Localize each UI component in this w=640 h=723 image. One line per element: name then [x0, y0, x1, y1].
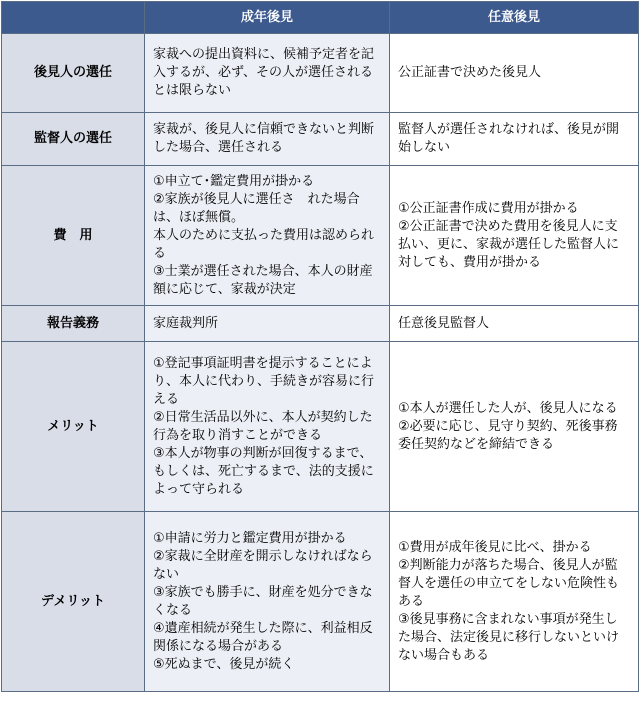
table-row	[2, 306, 639, 342]
table-row	[2, 113, 639, 166]
guardianship-comparison-table	[1, 1, 639, 692]
adult-cell: ①登記事項証明書を提示することにより、本人に代わり、手続きが容易に行える ②日常生活品以外に、本人が契約した行為を取り消すことができる ③本人が物事の判断が回復するまで、もしくは、死亡するまで、法的支援によって守られる	[145, 342, 390, 512]
voluntary-cell: 監督人が選任されなければ、後見が開始しない	[390, 113, 639, 166]
header-corner-cell	[2, 2, 145, 34]
row-label: 報告義務	[2, 306, 145, 342]
table-row	[2, 34, 639, 113]
voluntary-cell: ①本人が選任した人が、後見人になる ②必要に応じ、見守り契約、死後事務委任契約などを締結できる	[390, 342, 639, 512]
voluntary-cell: ①公正証書作成に費用が掛かる ②公正証書で決めた費用を後見人に支払い、更に、家裁が選任した監督人に対しても、費用が掛かる	[390, 166, 639, 306]
row-label: メリット	[2, 342, 145, 512]
table-row	[2, 342, 639, 512]
header-adult-guardianship: 成年後見	[145, 2, 390, 34]
table-row	[2, 166, 639, 306]
adult-cell: 家裁が、後見人に信頼できないと判断した場合、選任される	[145, 113, 390, 166]
header-voluntary-guardianship: 任意後見	[390, 2, 639, 34]
adult-cell: ①申請に労力と鑑定費用が掛かる ②家裁に全財産を開示しなければならない ③家族でも勝手に、財産を処分できなくなる ④遺産相続が発生した際に、利益相反関係になる場合がある ⑤死ぬまで、後見が続く	[145, 512, 390, 692]
row-label: 費 用	[2, 166, 145, 306]
row-label: デメリット	[2, 512, 145, 692]
adult-cell: 家庭裁判所	[145, 306, 390, 342]
voluntary-cell: ①費用が成年後見に比べ、掛かる ②判断能力が落ちた場合、後見人が監督人を選任の申立てをしない危険性もある ③後見事務に含まれない事項が発生した場合、法定後見に移行しないといけない場合もある	[390, 512, 639, 692]
comparison-table-container	[1, 1, 639, 692]
adult-cell: ①申立て･鑑定費用が掛かる ②家族が後見人に選任さ れた場合は、ほぼ無償。 本人のために支払った費用は認められる ③士業が選任された場合、本人の財産額に応じて、家裁が決定	[145, 166, 390, 306]
row-label: 監督人の選任	[2, 113, 145, 166]
table-row	[2, 512, 639, 692]
row-label: 後見人の選任	[2, 34, 145, 113]
voluntary-cell: 任意後見監督人	[390, 306, 639, 342]
header-row	[2, 2, 639, 34]
voluntary-cell: 公正証書で決めた後見人	[390, 34, 639, 113]
adult-cell: 家裁への提出資料に、候補予定者を記入するが、必ず、その人が選任されるとは限らない	[145, 34, 390, 113]
